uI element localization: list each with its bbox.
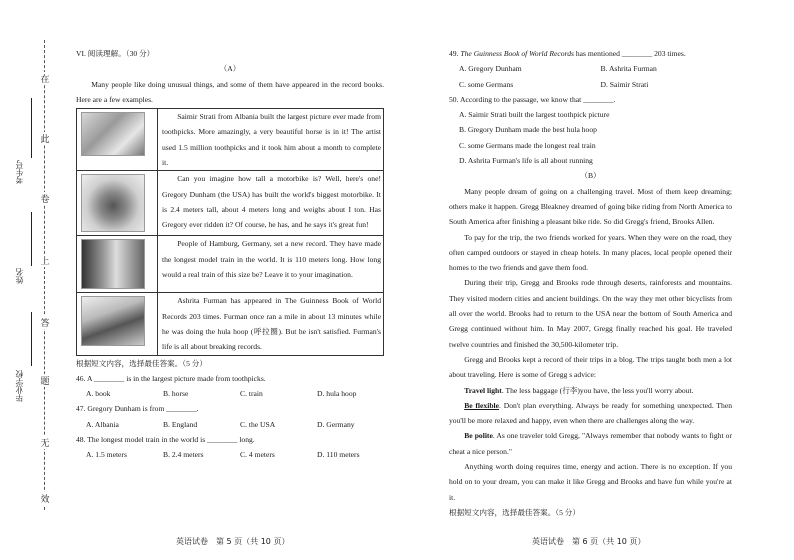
left-page [76, 46, 384, 463]
question-stem: 50. According to the passage, we know that ________. [449, 94, 616, 104]
book-title: The Guinness Book of World Records [460, 49, 574, 58]
question-number: 49. [449, 49, 459, 58]
example-row [77, 171, 384, 236]
seal-char: 答 [40, 316, 50, 329]
option[interactable]: B. 2.4 meters [163, 450, 204, 460]
example-photo-cell [77, 171, 158, 236]
option[interactable]: A. book [86, 389, 111, 399]
option[interactable]: D. 110 meters [317, 450, 360, 460]
option[interactable]: D. Germany [317, 419, 355, 429]
passage-b-paragraph: Gregg and Brooks kept a record of their trips in a blog. The trips taught both men a lot about traveling. Here is some of Gregg s advice: [449, 354, 732, 380]
question-stem: 46. A ________ is in the largest picture made from toothpicks. [76, 373, 266, 383]
example-row [77, 293, 384, 355]
option[interactable]: D. hula hoop [317, 389, 357, 399]
option[interactable]: C. train [240, 389, 263, 399]
example-row [77, 236, 384, 293]
example-row [77, 109, 384, 171]
question-options [76, 447, 384, 462]
option[interactable]: C. some Germans made the longest real train [459, 140, 596, 150]
field-label-candidate-number: 考生号 [15, 160, 24, 184]
example-text: Saimir Strati from Albania built the largest picture ever made from toothpicks. More amazingly, a very beautiful horse is in it! The artist used 1.5 million toothpicks and it took him about a month to complete it. [158, 109, 384, 171]
advice-item [449, 428, 732, 459]
option[interactable]: B. Ashrita Furman [600, 64, 657, 74]
option[interactable]: D. Saimir Strati [600, 79, 649, 89]
advice-heading: Be polite [464, 431, 493, 441]
example-text: Ashrita Furman has appeared in The Guinness Book of World Records 203 times. Furman once ran a mile in about 13 minutes while he was doing the hula hoop (呼拉圈). But he isn't satisfied. Furman's life is all about breaking records. [158, 293, 384, 355]
option[interactable]: B. England [163, 419, 198, 429]
seal-char: 无 [40, 436, 50, 449]
section-title: VI. 阅读理解。（30 分） [76, 49, 155, 58]
seal-char: 卷 [40, 192, 50, 205]
page-footer-right: 英语试卷 第 6 页（共 10 页） [532, 537, 646, 546]
passage-a-label: （A） [219, 64, 241, 74]
option[interactable]: A. Gregory Dunham [459, 64, 522, 74]
passage-b-paragraph: During their trip, Gregg and Brooks rode through deserts, rainforests and mountains. They visited modern cities and ancient buildings. On the way they met other bicyclists from all over the world. Brooks had to return to the USA near the bottom of South America and Gregg continued without him. In May 2007, Gregg finally reached his goal. He traveled twelve countries and finished the 30,500-kilometer trip. [449, 278, 732, 349]
instruction: 根据短文内容，选择最佳答案。（5 分） [76, 358, 207, 368]
question-stem-rest: has mentioned ________ 203 times. [573, 49, 686, 58]
school-blank[interactable] [31, 312, 32, 366]
option[interactable]: A. 1.5 meters [86, 450, 127, 460]
option[interactable]: D. Ashrita Furman's life is all about running [459, 156, 593, 166]
toothpick-horse-photo [81, 112, 145, 156]
advice-heading: Travel light [464, 385, 502, 395]
example-photo-cell [77, 109, 158, 171]
question-stem: 47. Gregory Dunham is from ________. [76, 404, 199, 414]
field-label-school: 毕业学校 [15, 370, 24, 402]
passage-b-label: （B） [580, 171, 601, 181]
advice-text: . As one traveler told Gregg, "Always remember that nobody wants to fight or cheat a nice person." [449, 431, 732, 456]
option[interactable]: C. the USA [240, 419, 276, 429]
option[interactable]: C. some Germans [459, 79, 514, 89]
option[interactable]: C. 4 meters [240, 450, 275, 460]
instruction: 根据短文内容，选择最佳答案。（5 分） [449, 507, 580, 517]
passage-b-paragraph: Many people dream of going on a challenging travel. Most of them keep dreaming; others make it happen. Gregg Bleakney dreamed of going bike riding from North America to South America after finishing a pleasant bike ride. So did Gregg's friend, Brooks Allen. [449, 186, 732, 227]
example-photo-cell [77, 236, 158, 293]
passage-b-closing: Anything worth doing requires time, energy and action. There is no exception. If you hold on to your dream, you can make it like Gregg and Brooks and have fun while you're at it. [449, 462, 732, 502]
question-options [449, 61, 732, 76]
passage-b-paragraph: To pay for the trip, the two friends worked for years. When they were on the road, they often camped outdoors or stayed in cheap hotels. In many places, local people opened their homes to the two friends and gave them food. [449, 232, 732, 273]
question-options [76, 417, 384, 432]
field-label-name: 姓名 [15, 268, 24, 284]
seal-char: 此 [40, 132, 50, 145]
binding-margin [0, 0, 62, 560]
advice-text: . Don't plan everything. Always be ready for something unexpected. Then you'll be more relaxed and happy, even when there are challenges along the way. [449, 400, 732, 426]
example-text: People of Hamburg, Germany, set a new record. They have made the longest model train in the world. It is 110 meters long. How long would a real train of this size be? Leave it to your imagination. [158, 236, 384, 293]
question-stem: 48. The longest model train in the world is ________ long. [76, 435, 255, 445]
example-photo-cell [77, 293, 158, 355]
seal-char: 在 [40, 72, 50, 85]
hula-hoop-photo [81, 296, 145, 346]
option[interactable]: B. Gregory Dunham made the best hula hoop [459, 125, 597, 135]
question-options [76, 386, 384, 401]
examples-table [76, 108, 384, 355]
advice-item [449, 398, 732, 429]
advice-heading: Be flexible [464, 400, 500, 410]
passage-a-intro: Many people like doing unusual things, and some of them have appeared in the record books. Here are a few examples. [76, 79, 384, 104]
seal-char: 上 [40, 254, 50, 267]
model-train-photo [81, 239, 145, 289]
option[interactable]: B. horse [163, 389, 189, 399]
question-stem [449, 46, 732, 61]
candidate-number-blank[interactable] [31, 98, 32, 158]
seal-char: 效 [40, 492, 50, 505]
page-footer-left: 英语试卷 第 5 页（共 10 页） [176, 537, 290, 546]
name-blank[interactable] [31, 212, 32, 266]
seal-char: 题 [40, 374, 50, 387]
option[interactable]: A. Albania [86, 419, 119, 429]
advice-item [449, 383, 732, 398]
advice-text: . The less baggage (行李)you have, the less you'll worry about. [501, 385, 694, 395]
right-page [449, 46, 732, 520]
motorbike-photo [81, 174, 145, 232]
example-text: Can you imagine how tall a motorbike is? Well, here's one! Gregory Dunham (the USA) has built the world's biggest motorbike. It is 2.4 meters tall, about 4 meters long and weighs about I ton. Has Gregory ever ridden it? Of course, he has, and he says it's great fun! [158, 171, 384, 236]
question-options [449, 77, 732, 92]
option[interactable]: A. Saimir Strati built the largest toothpick picture [459, 110, 610, 120]
